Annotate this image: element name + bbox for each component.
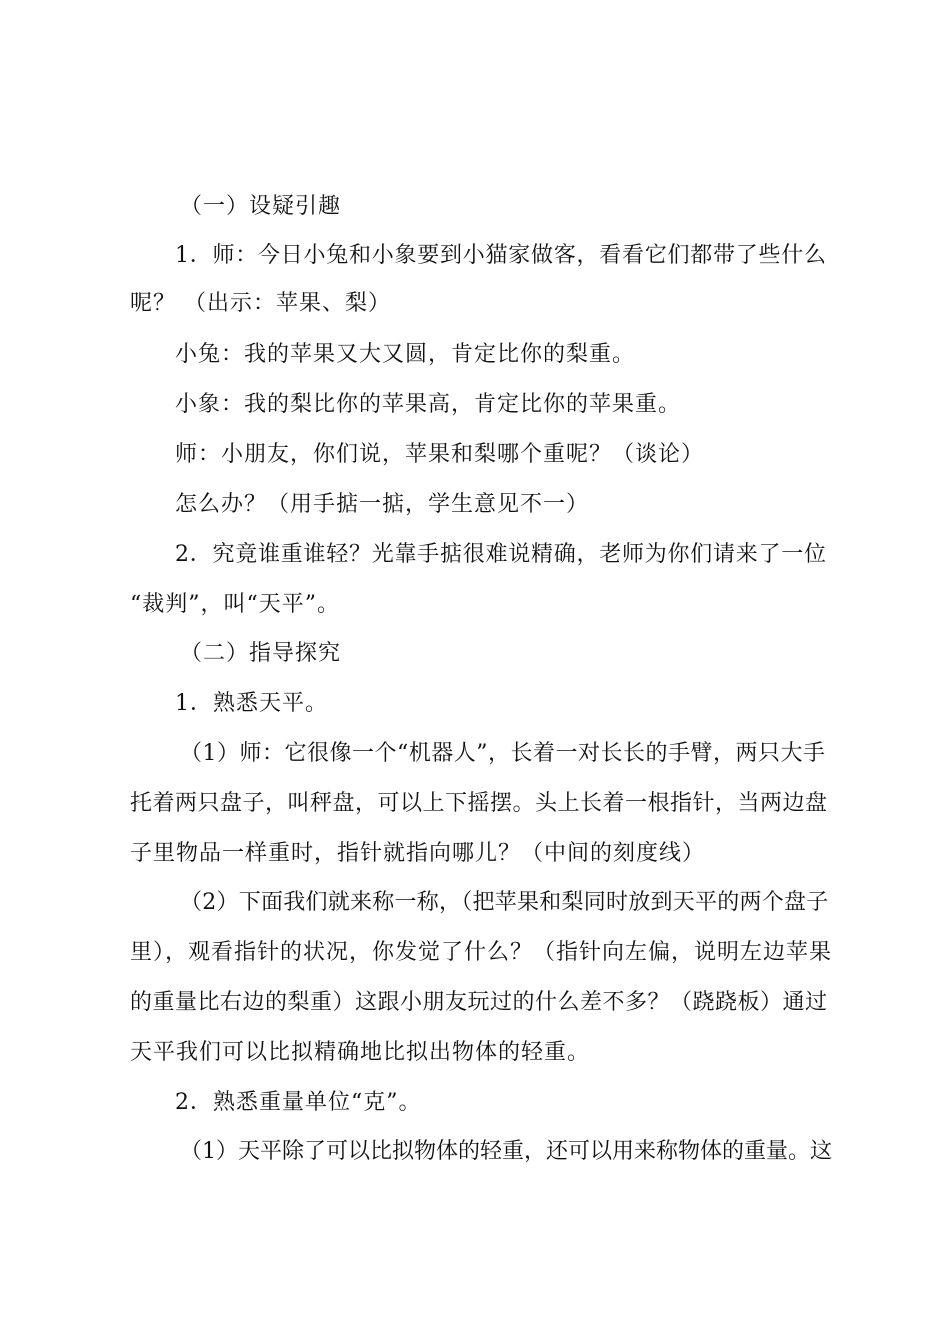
paragraph-line: 1．熟悉天平。 — [175, 691, 328, 716]
paragraph-line: （1）天平除了可以比拟物体的轻重，还可以用来称物体的重量。这 — [180, 1139, 832, 1164]
paragraph-line: 小象：我的梨比你的苹果高，肯定比你的苹果重。 — [175, 392, 682, 417]
paragraph-line: 呢？ （出示：苹果、梨） — [130, 291, 391, 316]
paragraph-line: 子里物品一样重时，指针就指向哪儿？（中间的刻度线） — [130, 841, 706, 866]
paragraph-line: 的重量比右边的梨重）这跟小朋友玩过的什么差不多？（跷跷板）通过 — [130, 990, 828, 1015]
paragraph-line: “裁判”，叫“天平”。 — [130, 592, 340, 617]
paragraph-line: 师：小朋友，你们说，苹果和梨哪个重呢？（谈论） — [175, 442, 705, 467]
section-heading-2: （二）指导探究 — [180, 641, 342, 666]
paragraph-line: 1．师：今日小兔和小象要到小猫家做客，看看它们都带了些什么 — [175, 243, 827, 268]
paragraph-line: 里），观看指针的状况，你发觉了什么？（指针向左偏，说明左边苹果 — [130, 940, 833, 965]
paragraph-line: 怎么办？（用手掂一掂，学生意见不一） — [175, 492, 590, 517]
paragraph-line: 2．熟悉重量单位“克”。 — [175, 1090, 422, 1115]
paragraph-line: （1）师：它很像一个“机器人”，长着一对长长的手臂，两只大手 — [180, 741, 826, 766]
section-heading-1: （一）设疑引趣 — [180, 194, 342, 219]
paragraph-line: 2．究竟谁重谁轻？光靠手掂很难说精确，老师为你们请来了一位 — [175, 542, 827, 567]
paragraph-line: 天平我们可以比拟精确地比拟出物体的轻重。 — [130, 1040, 591, 1065]
paragraph-line: 小兔：我的苹果又大又圆，肯定比你的梨重。 — [175, 342, 636, 367]
paragraph-line: （2）下面我们就来称一称，（把苹果和梨同时放到天平的两个盘子 — [180, 890, 829, 915]
paragraph-line: 托着两只盘子，叫秤盘，可以上下摇摆。头上长着一根指针，当两边盘 — [130, 791, 828, 816]
